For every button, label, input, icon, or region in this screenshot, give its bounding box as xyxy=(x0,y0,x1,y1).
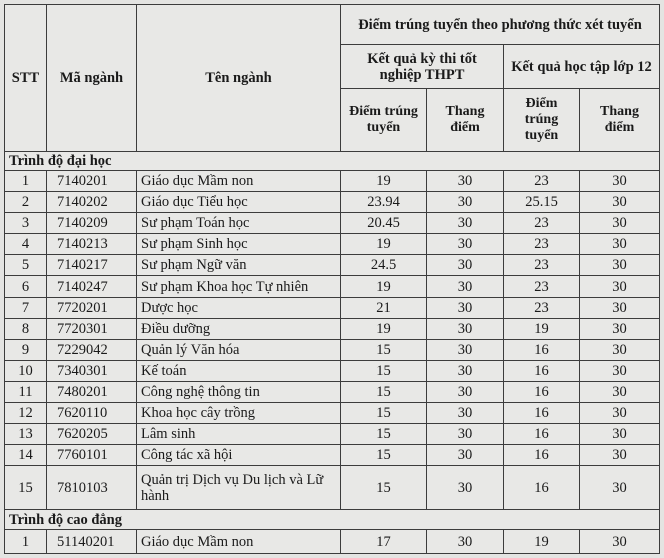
cell-ten-nganh: Quản lý Văn hóa xyxy=(137,339,341,360)
cell-diem-thpt: 15 xyxy=(341,381,427,402)
cell-stt: 6 xyxy=(5,276,47,297)
table-row xyxy=(5,445,660,466)
table-row xyxy=(5,234,660,255)
cell-thang-diem-thpt: 30 xyxy=(427,445,504,466)
header-ten-nganh: Tên ngành xyxy=(137,5,341,152)
cell-thang-diem-hoc-tap: 30 xyxy=(580,171,660,192)
cell-ma-nganh: 51140201 xyxy=(47,530,137,554)
cell-stt: 13 xyxy=(5,424,47,445)
cell-thang-diem-thpt: 30 xyxy=(427,360,504,381)
cell-diem-hoc-tap: 16 xyxy=(504,424,580,445)
cell-stt: 15 xyxy=(5,466,47,510)
cell-thang-diem-hoc-tap: 30 xyxy=(580,213,660,234)
cell-diem-thpt: 24.5 xyxy=(341,255,427,276)
cell-thang-diem-hoc-tap: 30 xyxy=(580,276,660,297)
cell-thang-diem-thpt: 30 xyxy=(427,192,504,213)
cell-diem-hoc-tap: 19 xyxy=(504,530,580,554)
cell-stt: 12 xyxy=(5,403,47,424)
table-row xyxy=(5,381,660,402)
header-diem-trung-tuyen-2: Điểm trúng tuyển xyxy=(504,89,580,152)
cell-diem-thpt: 15 xyxy=(341,445,427,466)
cell-stt: 10 xyxy=(5,360,47,381)
cell-ten-nganh: Giáo dục Tiểu học xyxy=(137,192,341,213)
cell-stt: 3 xyxy=(5,213,47,234)
cell-thang-diem-hoc-tap: 30 xyxy=(580,381,660,402)
cell-diem-hoc-tap: 16 xyxy=(504,381,580,402)
cell-diem-hoc-tap: 23 xyxy=(504,255,580,276)
header-thang-diem-1: Thang điểm xyxy=(427,89,504,152)
cell-ten-nganh: Khoa học cây trồng xyxy=(137,403,341,424)
cell-thang-diem-thpt: 30 xyxy=(427,213,504,234)
cell-ten-nganh: Lâm sinh xyxy=(137,424,341,445)
cell-stt: 7 xyxy=(5,297,47,318)
cell-ma-nganh: 7140217 xyxy=(47,255,137,276)
cell-diem-thpt: 15 xyxy=(341,466,427,510)
cell-ma-nganh: 7140201 xyxy=(47,171,137,192)
table-body xyxy=(5,152,660,554)
cell-ma-nganh: 7140202 xyxy=(47,192,137,213)
cell-stt: 1 xyxy=(5,530,47,554)
cell-stt: 2 xyxy=(5,192,47,213)
cell-thang-diem-thpt: 30 xyxy=(427,276,504,297)
cell-diem-thpt: 19 xyxy=(341,276,427,297)
table-header xyxy=(5,5,660,152)
cell-thang-diem-hoc-tap: 30 xyxy=(580,403,660,424)
table-row xyxy=(5,192,660,213)
cell-diem-hoc-tap: 23 xyxy=(504,234,580,255)
cell-thang-diem-hoc-tap: 30 xyxy=(580,466,660,510)
cell-diem-hoc-tap: 16 xyxy=(504,339,580,360)
cell-thang-diem-thpt: 30 xyxy=(427,381,504,402)
header-diem-group: Điểm trúng tuyển theo phương thức xét tuyển xyxy=(341,5,660,45)
cell-ten-nganh: Sư phạm Ngữ văn xyxy=(137,255,341,276)
cell-ten-nganh: Công nghệ thông tin xyxy=(137,381,341,402)
cell-ma-nganh: 7229042 xyxy=(47,339,137,360)
cell-diem-thpt: 19 xyxy=(341,318,427,339)
cell-thang-diem-thpt: 30 xyxy=(427,403,504,424)
cell-thang-diem-hoc-tap: 30 xyxy=(580,530,660,554)
table-row xyxy=(5,530,660,554)
cell-diem-hoc-tap: 23 xyxy=(504,213,580,234)
cell-ten-nganh: Sư phạm Sinh học xyxy=(137,234,341,255)
table-row xyxy=(5,276,660,297)
cell-thang-diem-hoc-tap: 30 xyxy=(580,445,660,466)
cell-thang-diem-thpt: 30 xyxy=(427,297,504,318)
cell-ma-nganh: 7760101 xyxy=(47,445,137,466)
header-diem-trung-tuyen-1: Điểm trúng tuyển xyxy=(341,89,427,152)
cell-thang-diem-thpt: 30 xyxy=(427,339,504,360)
cell-ma-nganh: 7720301 xyxy=(47,318,137,339)
header-ma-nganh: Mã ngành xyxy=(47,5,137,152)
cell-diem-hoc-tap: 16 xyxy=(504,360,580,381)
cell-thang-diem-hoc-tap: 30 xyxy=(580,255,660,276)
cell-thang-diem-hoc-tap: 30 xyxy=(580,360,660,381)
cell-ten-nganh: Dược học xyxy=(137,297,341,318)
table-row xyxy=(5,466,660,510)
cell-ten-nganh: Giáo dục Mầm non xyxy=(137,530,341,554)
cell-diem-hoc-tap: 23 xyxy=(504,276,580,297)
cell-thang-diem-thpt: 30 xyxy=(427,318,504,339)
header-method-thpt: Kết quả kỳ thi tốt nghiệp THPT xyxy=(341,45,504,89)
header-method-hoc-tap: Kết quả học tập lớp 12 xyxy=(504,45,660,89)
cell-thang-diem-hoc-tap: 30 xyxy=(580,339,660,360)
cell-ma-nganh: 7810103 xyxy=(47,466,137,510)
cell-ten-nganh: Điều dưỡng xyxy=(137,318,341,339)
cell-stt: 14 xyxy=(5,445,47,466)
cell-stt: 1 xyxy=(5,171,47,192)
cell-diem-hoc-tap: 16 xyxy=(504,403,580,424)
cell-diem-hoc-tap: 16 xyxy=(504,445,580,466)
cell-ten-nganh: Sư phạm Khoa học Tự nhiên xyxy=(137,276,341,297)
cell-thang-diem-thpt: 30 xyxy=(427,466,504,510)
table-row xyxy=(5,339,660,360)
cell-stt: 9 xyxy=(5,339,47,360)
cell-thang-diem-hoc-tap: 30 xyxy=(580,192,660,213)
cell-ma-nganh: 7340301 xyxy=(47,360,137,381)
section-header-row xyxy=(5,152,660,171)
cell-diem-thpt: 19 xyxy=(341,234,427,255)
table-row xyxy=(5,297,660,318)
cell-diem-hoc-tap: 25.15 xyxy=(504,192,580,213)
table-row xyxy=(5,213,660,234)
cell-thang-diem-thpt: 30 xyxy=(427,255,504,276)
cell-diem-hoc-tap: 23 xyxy=(504,171,580,192)
cell-thang-diem-hoc-tap: 30 xyxy=(580,424,660,445)
cell-ma-nganh: 7720201 xyxy=(47,297,137,318)
cell-thang-diem-hoc-tap: 30 xyxy=(580,234,660,255)
section-header-row xyxy=(5,510,660,530)
cell-ma-nganh: 7480201 xyxy=(47,381,137,402)
header-thang-diem-2: Thang điểm xyxy=(580,89,660,152)
cell-thang-diem-thpt: 30 xyxy=(427,424,504,445)
cell-thang-diem-thpt: 30 xyxy=(427,530,504,554)
cell-thang-diem-thpt: 30 xyxy=(427,234,504,255)
table-row xyxy=(5,360,660,381)
section-title: Trình độ cao đẳng xyxy=(5,510,660,530)
header-stt: STT xyxy=(5,5,47,152)
table-row xyxy=(5,318,660,339)
cell-diem-thpt: 23.94 xyxy=(341,192,427,213)
cell-diem-hoc-tap: 23 xyxy=(504,297,580,318)
cell-diem-thpt: 15 xyxy=(341,424,427,445)
table-row xyxy=(5,171,660,192)
cell-thang-diem-hoc-tap: 30 xyxy=(580,297,660,318)
cell-diem-thpt: 17 xyxy=(341,530,427,554)
cell-diem-hoc-tap: 16 xyxy=(504,466,580,510)
cell-ten-nganh: Công tác xã hội xyxy=(137,445,341,466)
table-row xyxy=(5,424,660,445)
cell-ten-nganh: Sư phạm Toán học xyxy=(137,213,341,234)
cell-ten-nganh: Giáo dục Mầm non xyxy=(137,171,341,192)
table-row xyxy=(5,255,660,276)
cell-ten-nganh: Quản trị Dịch vụ Du lịch và Lữ hành xyxy=(137,466,341,510)
cell-ma-nganh: 7140209 xyxy=(47,213,137,234)
cell-ma-nganh: 7620110 xyxy=(47,403,137,424)
admission-score-table xyxy=(4,4,660,554)
cell-ma-nganh: 7140247 xyxy=(47,276,137,297)
cell-thang-diem-thpt: 30 xyxy=(427,171,504,192)
section-title: Trình độ đại học xyxy=(5,152,660,171)
cell-diem-thpt: 19 xyxy=(341,171,427,192)
cell-diem-thpt: 21 xyxy=(341,297,427,318)
cell-thang-diem-hoc-tap: 30 xyxy=(580,318,660,339)
cell-diem-thpt: 15 xyxy=(341,360,427,381)
table-row xyxy=(5,403,660,424)
cell-ten-nganh: Kế toán xyxy=(137,360,341,381)
cell-diem-thpt: 20.45 xyxy=(341,213,427,234)
cell-stt: 8 xyxy=(5,318,47,339)
cell-stt: 4 xyxy=(5,234,47,255)
cell-diem-thpt: 15 xyxy=(341,403,427,424)
cell-diem-hoc-tap: 19 xyxy=(504,318,580,339)
cell-ma-nganh: 7140213 xyxy=(47,234,137,255)
cell-ma-nganh: 7620205 xyxy=(47,424,137,445)
cell-stt: 11 xyxy=(5,381,47,402)
cell-diem-thpt: 15 xyxy=(341,339,427,360)
cell-stt: 5 xyxy=(5,255,47,276)
